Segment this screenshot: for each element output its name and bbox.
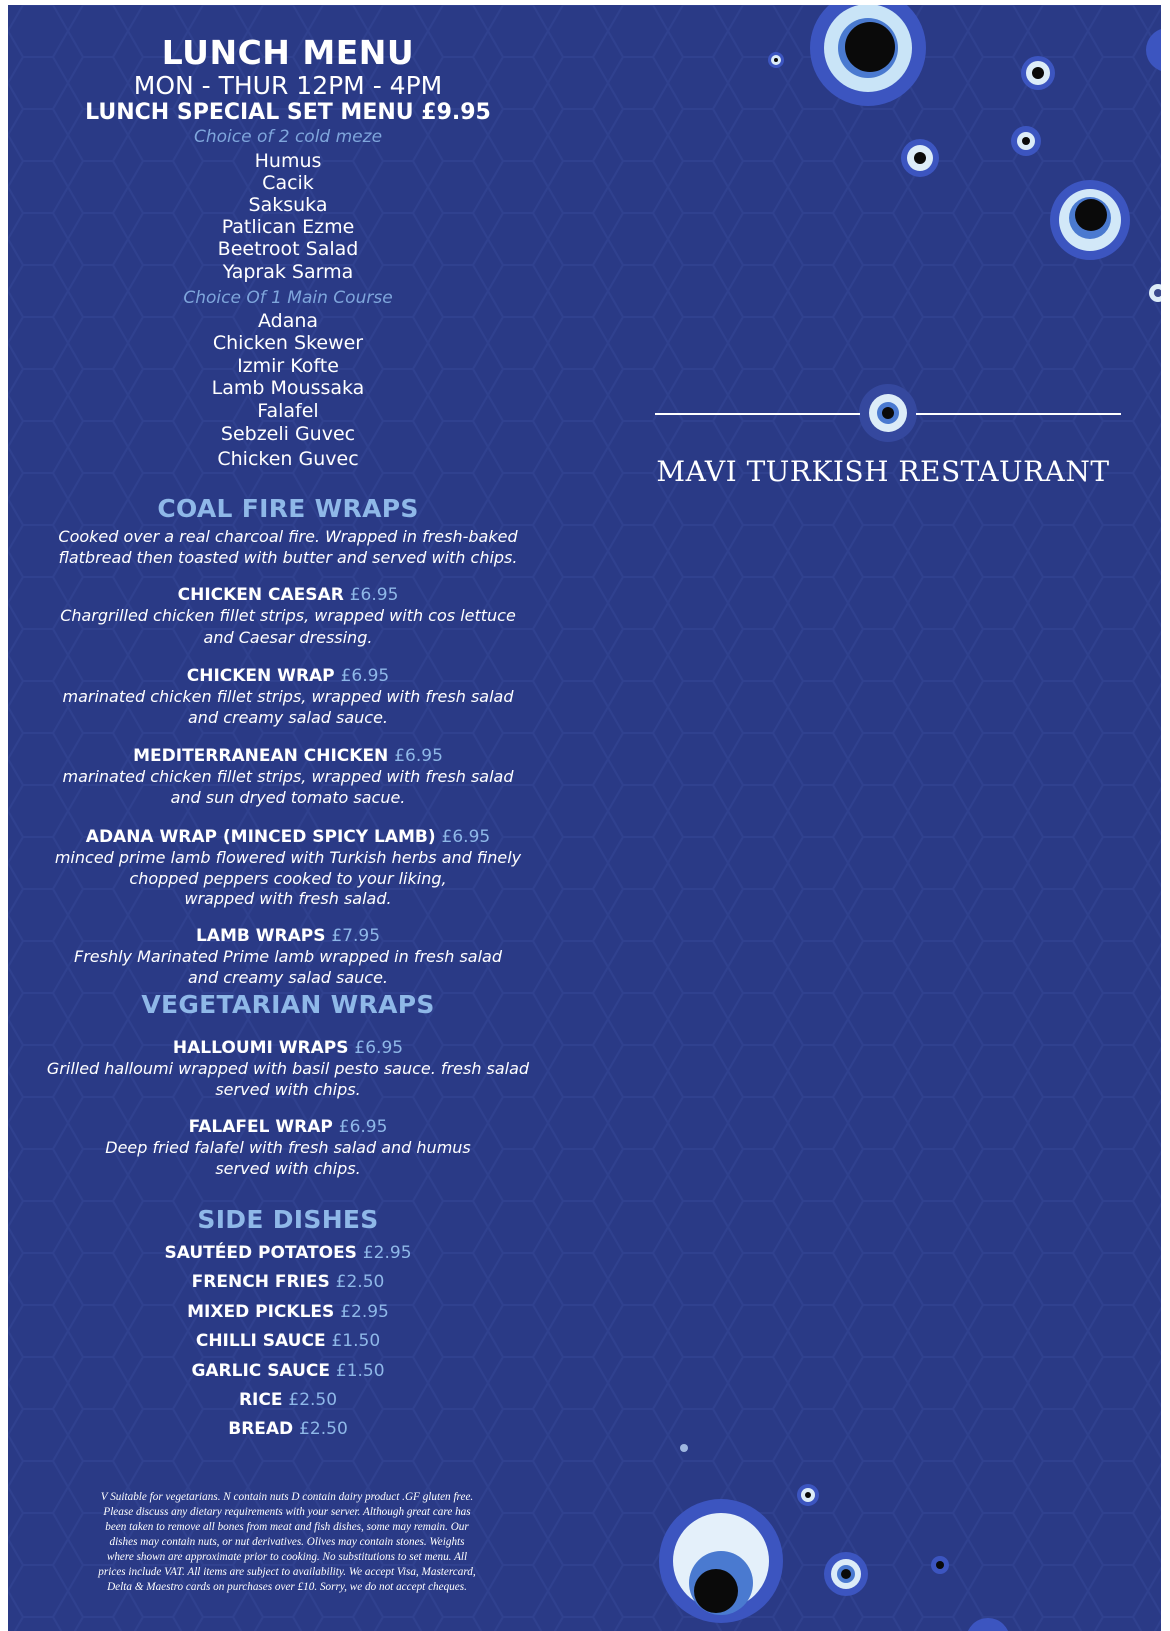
list-item: Izmir Kofte [237,355,339,377]
evil-eye-icon [1050,180,1130,260]
menu-item-desc: and Caesar dressing. [203,628,373,647]
list-item: Yaprak Sarma [222,261,354,283]
menu-item-name: MEDITERRANEAN CHICKEN £6.95 [133,746,443,766]
footer-line: dishes may contain nuts, or nut derivatives. Olives may contain stones. Weights [109,1536,465,1548]
side-item: BREAD £2.50 [228,1419,348,1439]
menu-item-price: £6.95 [394,746,443,766]
evil-eye-icon [768,52,784,68]
menu-page [8,5,1161,1631]
menu-item-price: £6.95 [354,1038,404,1058]
footer-notes [22,1490,552,1595]
menu-item-price: £6.95 [338,1117,388,1137]
menu-item-desc: served with chips. [215,1159,361,1178]
divider-right [916,413,1121,415]
menu-item-price: £7.95 [331,926,381,946]
evil-eye-icon [901,139,939,177]
menu-item-price: £6.95 [340,666,390,686]
menu-item-price: £6.95 [441,827,491,847]
evil-eye-icon [1021,56,1055,90]
menu-item-name: ADANA WRAP (MINCED SPICY LAMB) £6.95 [85,827,491,847]
footer-line: V Suitable for vegetarians. N contain nuts D contain dairy product .GF gluten free. [100,1491,474,1503]
evil-eye-icon [931,1556,949,1574]
footer-line: Please discuss any dietary requirements with your server. Although great care has [103,1506,471,1518]
coal-fire-intro: flatbread then toasted with butter and served with chips. [58,548,518,567]
list-item: Cacik [262,172,314,194]
lunch-special: LUNCH SPECIAL SET MENU £9.95 [85,100,491,125]
list-item: Chicken Skewer [212,332,364,354]
side-item: FRENCH FRIES £2.50 [191,1272,385,1292]
lunch-hours: MON - THUR 12PM - 4PM [133,71,443,100]
list-item: Lamb Moussaka [211,377,365,399]
side-item-price: £2.95 [340,1302,389,1322]
list-item: Beetroot Salad [217,238,359,260]
evil-eye-icon [680,1444,688,1452]
menu-item-desc: minced prime lamb flowered with Turkish herbs and finely [54,848,522,867]
main-course-label: Choice Of 1 Main Course [183,288,393,308]
evil-eye-icon [1011,126,1041,156]
side-item: CHILLI SAUCE £1.50 [195,1331,381,1351]
divider-left [655,413,860,415]
side-item-price: £2.50 [335,1272,385,1292]
menu-item-desc: Chargrilled chicken fillet strips, wrapped with cos lettuce [60,606,516,625]
menu-item-desc: marinated chicken fillet strips, wrapped with fresh salad [62,687,514,706]
side-item-price: £2.95 [362,1243,412,1263]
menu-item-desc: Deep fried falafel with fresh salad and humus [105,1138,471,1157]
side-item: SAUTÉED POTATOES £2.95 [164,1243,412,1263]
veg-heading: VEGETARIAN WRAPS [141,990,435,1019]
evil-eye-icon [797,1484,819,1506]
evil-eye-icon [824,1552,868,1596]
menu-item-desc: and sun dryed tomato sacue. [170,788,406,807]
menu-item-name: FALAFEL WRAP £6.95 [188,1117,388,1137]
side-item-price: £2.50 [299,1419,348,1439]
menu-item-desc: wrapped with fresh salad. [184,889,392,908]
cold-meze-label: Choice of 2 cold meze [193,127,383,147]
menu-item-name: LAMB WRAPS £7.95 [195,926,381,946]
side-item-price: £1.50 [331,1331,381,1351]
restaurant-name: MAVI TURKISH RESTAURANT [656,455,1110,488]
menu-item-name: CHICKEN CAESAR £6.95 [177,585,399,605]
menu-item-desc: Grilled halloumi wrapped with basil pesto sauce. fresh salad [46,1059,530,1078]
menu-item-desc: served with chips. [215,1080,361,1099]
coal-fire-heading: COAL FIRE WRAPS [157,494,419,523]
side-item: MIXED PICKLES £2.95 [187,1302,389,1322]
menu-item-desc: and creamy salad sauce. [188,708,388,727]
footer-line: been taken to remove all bones from meat and fish dishes, some may remain. Our [105,1521,469,1533]
side-item-price: £1.50 [335,1361,385,1381]
list-item: Falafel [257,400,319,422]
menu-item-price: £6.95 [349,585,399,605]
sides-heading: SIDE DISHES [197,1205,379,1234]
menu-item-desc: and creamy salad sauce. [188,968,388,987]
list-item: Patlican Ezme [221,216,355,238]
lunch-menu-title: LUNCH MENU [161,33,415,72]
footer-line: prices include VAT. All items are subject to availability. We accept Visa, Mastercard, [98,1566,476,1578]
coal-fire-intro: Cooked over a real charcoal fire. Wrapped in fresh-baked [58,527,518,546]
side-item-price: £2.50 [288,1390,338,1410]
evil-eye-icon [859,384,917,442]
list-item: Sebzeli Guvec [220,423,356,445]
menu-item-desc: marinated chicken fillet strips, wrapped with fresh salad [62,767,514,786]
menu-item-desc: Freshly Marinated Prime lamb wrapped in fresh salad [73,947,502,966]
list-item: Saksuka [248,194,328,216]
footer-line: where shown are approximate prior to cooking. No substitutions to set menu. All [106,1551,468,1563]
list-item: Chicken Guvec [217,448,359,470]
list-item: Adana [257,310,319,332]
side-item: GARLIC SAUCE £1.50 [191,1361,385,1381]
menu-item-name: CHICKEN WRAP £6.95 [186,666,390,686]
side-item: RICE £2.50 [238,1390,338,1410]
menu-item-name: HALLOUMI WRAPS £6.95 [172,1038,404,1058]
list-item: Humus [254,150,322,172]
footer-line: Delta & Maestro cards on purchases over £10. Sorry, we do not accept cheques. [107,1581,467,1593]
menu-item-desc: chopped peppers cooked to your liking, [129,869,447,888]
evil-eye-icon [659,1499,783,1623]
